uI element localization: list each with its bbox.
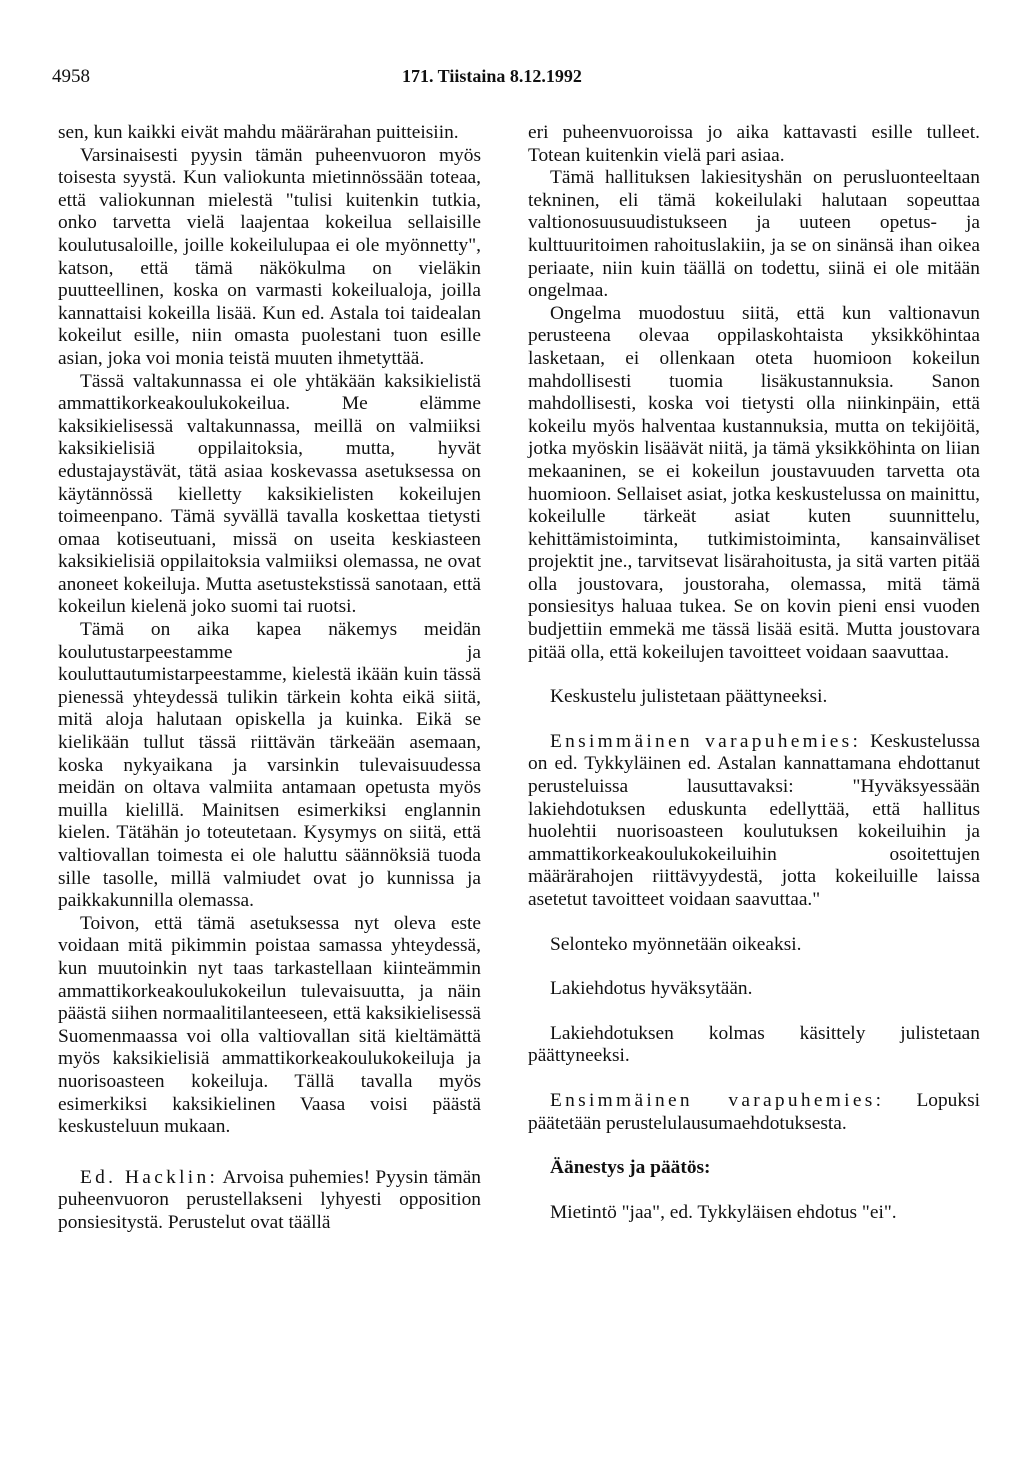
paragraph: Selonteko myönnetään oikeaksi. bbox=[550, 933, 802, 955]
paragraph: Tässä valtakunnassa ei ole yhtäkään kaksikielistä ammattikorkeakoulukokeilua. Me elämme kaksikielisessä valtakunnassa, meillä on valmiiksi kaksikielisiä oppilaitoksia, mutta, hyvät edustajaystävät, tätä asiaa koskevassa asetuksessa on käytännössä kielletty kaksikielisten kokeilujen toimeenpano. Tämä syvällä tavalla koskettaa tietysti omaa kotiseutuani, missä on useita keskiasteen kaksikielisiä oppilaitoksia valmiiksi olemassa, ne ovat anoneet kokeiluja. Mutta asetustekstissä sanotaan, että kokeilun kielenä joko suomi tai ruotsi. bbox=[58, 370, 481, 618]
section-heading: Äänestys ja päätös: bbox=[550, 1157, 711, 1179]
right-column bbox=[528, 122, 980, 1224]
speech-text: Arvoisa puhemies! Pyysin tämän puheenvuoron perustellakseni lyhyesti opposition ponsiesitystä. Perustelut ovat täällä bbox=[58, 1166, 481, 1233]
paragraph: Lakiehdotus hyväksytään. bbox=[550, 978, 753, 1000]
speaker-name: Ensimmäinen varapuhemies: bbox=[550, 1089, 885, 1111]
paragraph: Varsinaisesti pyysin tämän puheenvuoron myös toisesta syystä. Kun valiokunta mietinnössään toteaa, että valiokunnan mielestä "tulisi kuitenkin tutkia, onko tarvetta vielä laajentaa kokeilua sellaisille koulutusaloille, joille kokeilulupaa ei ole myönnetty", katson, että tämä näkökulma on vieläkin puutteellinen, koska on varmasti kokeilualoja, joilla kannattaisi kokeilla lisää. Kun ed. Astala toi taidealan kokeilut esille, niin omasta puolestani tuon esille asian, joka voi monia teistä muuten ihmetyttää. bbox=[58, 144, 481, 369]
speech-text: Lopuksi päätetään perustelulausumaehdotuksesta. bbox=[528, 1089, 980, 1134]
speaker-name: Ensimmäinen varapuhemies: bbox=[550, 730, 862, 752]
paragraph: Toivon, että tämä asetuksessa nyt oleva este voidaan mitä pikimmin poistaa samassa yhteydessä, kun muutoinkin nyt taas tarkastellaan kiinteämmin ammattikorkeakoulukokeilun tulevaisuutta, ja näin päästä siihen normaalitilanteeseen, että kaksikielisessä Suomenmaassa voi olla valtiovallan sitä kieltämättä myös kaksikielisiä ammattikorkeakoulukokeiluja ja nuorisoasteen kokeiluja. Tällä tavalla myös esimerkiksi kaksikielinen Vaasa voisi päästä keskusteluun mukaan. bbox=[58, 912, 481, 1138]
paragraph: Keskustelu julistetaan päättyneeksi. bbox=[550, 686, 828, 708]
paragraph: Tämä on aika kapea näkemys meidän koulutustarpeestamme ja kouluttautumistarpeestamme, kielestä ikään kuin tässä pienessä yhteydessä tulikin tärkein kohta eikä siitä, mitä aloja halutaan opiskella ja kuinka. Eikä se kielikään tullut tässä riittävän tärkeään asemaan, koska nykyaikana ja varsinkin tulevaisuudessa meidän on oltava valmiita antamaan opetusta myös muilla kielillä. Mainitsen esimerkiksi englannin kielen. Tätähän jo toteutetaan. Kysymys on siitä, että valtiovallan toimesta ei ole haluttu säännöksiä tuoda sille tasolle, millä valmiudet ovat jo kunnissa ja paikkakunnilla olemassa. bbox=[58, 619, 481, 912]
speaker-paragraph bbox=[58, 1167, 481, 1235]
paragraph: sen, kun kaikki eivät mahdu määrärahan puitteisiin. bbox=[58, 122, 459, 143]
speech-text: Keskustelussa on ed. Tykkyläinen ed. Astalan kannattamana ehdottanut perusteluissa lausuttavaksi: "Hyväksyessään lakiehdotuksen eduskunta edellyttää, että hallitus huolehtii nuorisoasteen koulutuksen kokeiluihin ja ammattikorkeakoulukokeiluihin osoitettujen määrärahojen riittävyydestä, jotta kokeiluille laissa asetetut tavoitteet voidaan saavuttaa." bbox=[528, 730, 980, 910]
paragraph: Lakiehdotuksen kolmas käsittely julistetaan päättyneeksi. bbox=[528, 1022, 980, 1067]
paragraph: Ongelma muodostuu siitä, että kun valtionavun perusteena olevaa oppilaskohtaista yksikköhintaa lasketaan, ei ollenkaan oteta huomioon kokeilun mahdollisesti tuomia lisäkustannuksia. Sanon mahdollisesti, koska voi tietysti olla niinkinpäin, että kokeilu myös halventaa kustannuksia, mutta on tekijöitä, jotka myöskin lisäävät niitä, ja tämä yksikköhinta on liian mekaaninen, se ei kokeilun joustavuuden tarvetta ota huomioon. Sellaiset asiat, jotka keskustelussa on mainittu, kokeilulle tärkeät asiat kuten suunnittelu, kehittämistoiminta, tutkimistoiminta, kansainväliset projektit jne., tarvitsevat lisärahoitusta, ja sitä varten pitää olla joustovara, joustoraha, olemassa, mitä tämä ponsiesitys haluaa tukea. Se on kovin pieni ensi vuoden budjettiin emmekä me tässä lisää esitä. Mutta joustovara pitää olla, että kokeilujen tavoitteet voidaan saavuttaa. bbox=[528, 302, 980, 663]
left-column bbox=[58, 122, 481, 1235]
paragraph: Tämä hallituksen lakiesityshän on perusluonteeltaan tekninen, eli tämä kokeilulaki halutaan sopeuttaa valtionosuusuudistukseen ja uuteen opetus- ja kulttuuritoimen rahoituslakiin, ja se on sinänsä ihan oikea periaate, niin kuin täällä on todettu, siinä ei ole mitään ongelmaa. bbox=[528, 167, 980, 302]
running-head: 171. Tiistaina 8.12.1992 bbox=[402, 66, 582, 86]
page-number: 4958 bbox=[52, 66, 90, 87]
page-header bbox=[52, 66, 972, 90]
speaker-paragraph bbox=[528, 1090, 980, 1135]
paragraph: eri puheenvuoroissa jo aika kattavasti esille tulleet. Totean kuitenkin vielä pari asiaa. bbox=[528, 122, 980, 166]
speaker-name: Ed. Hacklin: bbox=[80, 1166, 219, 1188]
paragraph: Mietintö "jaa", ed. Tykkyläisen ehdotus "ei". bbox=[550, 1201, 897, 1223]
speaker-paragraph bbox=[528, 731, 980, 912]
